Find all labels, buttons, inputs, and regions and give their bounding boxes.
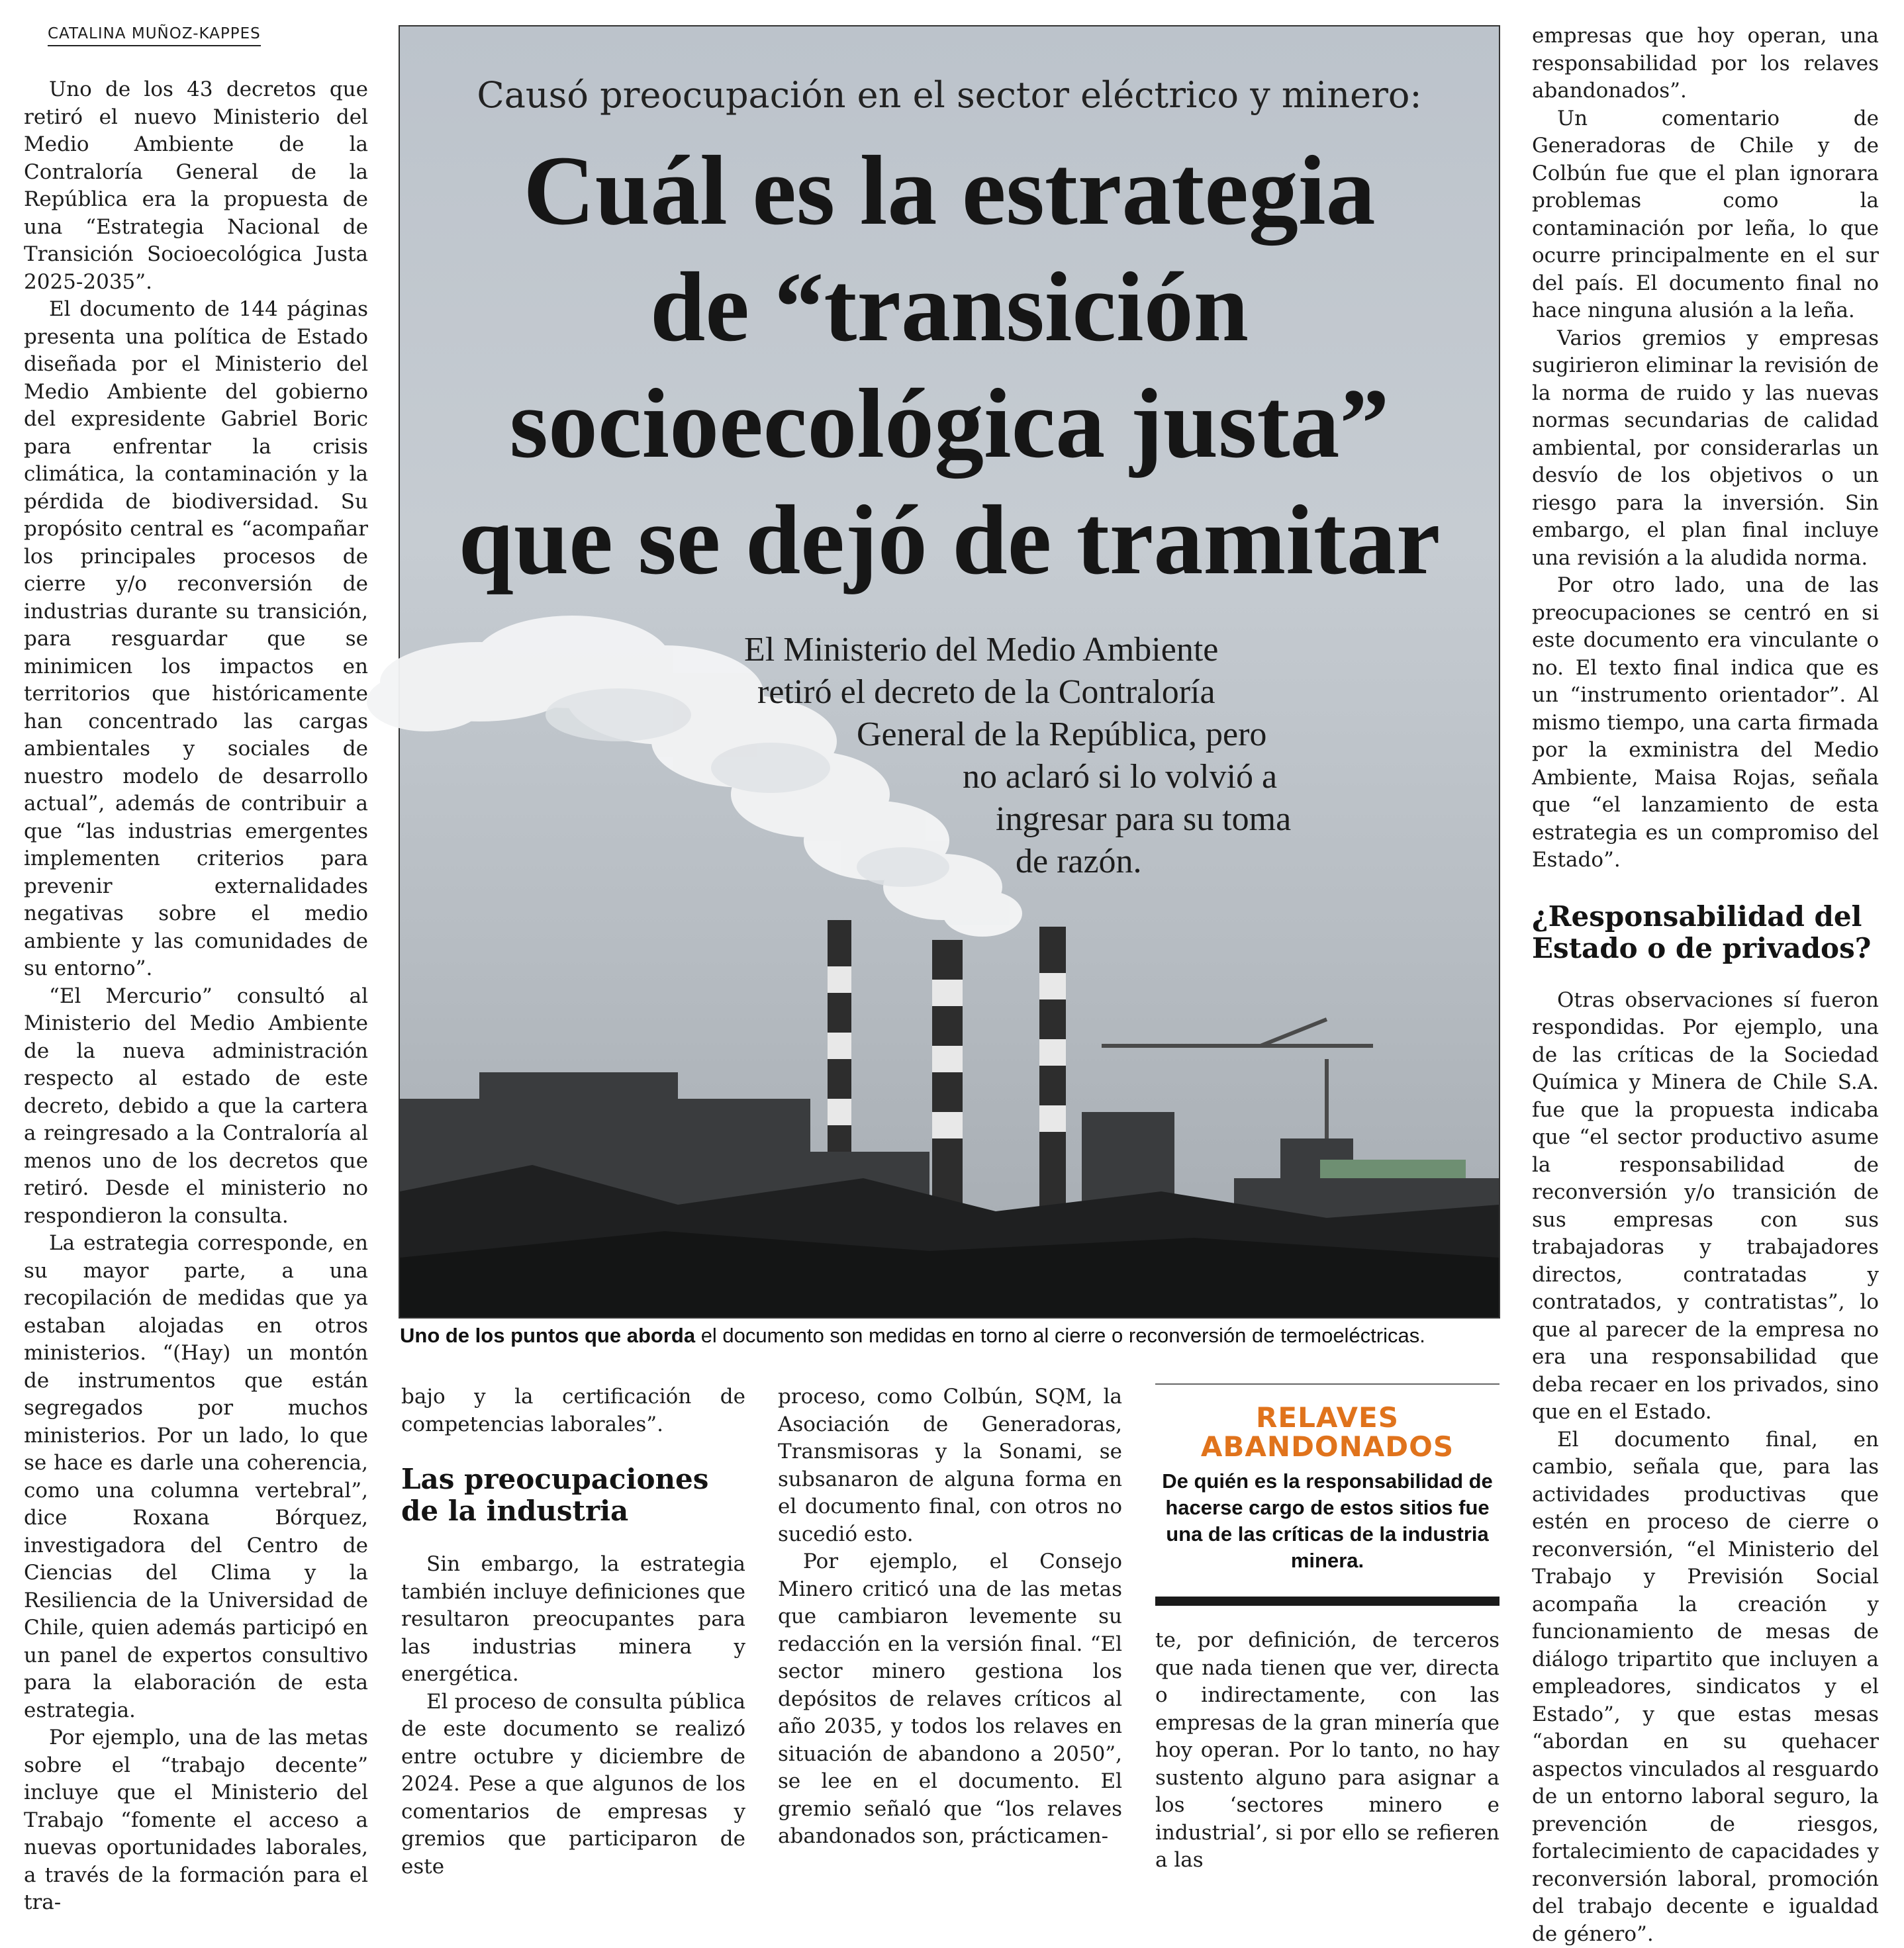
sidebar-tag-line: ABANDONADOS [1155,1432,1499,1461]
headline [400,132,1499,598]
paragraph: La estrategia corresponde, en su mayor parte, a una recopilación de medidas que ya estaban alojadas en otros ministerios. “(Hay) un montón de instrumentos que están segregados por muchos ministerios. Por un lado, lo que se hace es darle una coherencia, como una columna vertebral”, dice Roxana Bórquez, investigadora del Centro de Ciencias del Clima y la Resiliencia de la Universidad de Chile, quien además participó en un panel de expertos consultivo para la elaboración de esta estrategia. [24,1230,368,1724]
deck-line: ingresar para su toma [744,798,1459,841]
headline-line: Cuál es la estrategia [400,132,1499,249]
paragraph: Uno de los 43 decretos que retiró el nuevo Ministerio del Medio Ambiente de la Contraloría General de la República era la propuesta de una “Estrategia Nacional de Transición Socioecológica Justa 2025-2035”. [24,76,368,296]
caption-bold: Uno de los puntos que aborda [400,1324,695,1347]
paragraph: El documento final, en cambio, señala que, para las actividades productivas que estén en proceso de cierre o reconversión, “el Ministerio del Trabajo y Previsión Social acompaña la creación y funcionamiento de mesas de diálogo tripartito que incluyen a empleadores, sindicatos y el Estado”, y que estas mesas “abordan en su quehacer aspectos vinculados al resguardo de un entorno laboral seguro, la prevención de riesgos, fortalecimiento de capacidades y reconversión laboral, promoción del trabajo decente e igualdad de género”. [1532,1426,1879,1948]
deck-line: El Ministerio del Medio Ambiente [744,629,1459,671]
paragraph: Por ejemplo, el Consejo Minero criticó una de las metas que cambiaron levemente su redacción en la versión final. “El sector minero gestiona los depósitos de relaves críticos al año 2035, y todos los relaves en situación de abandono a 2050”, se lee en el documento. El gremio señaló que “los relaves abandonados son, prácticamen- [778,1548,1122,1851]
paragraph: empresas que hoy operan, una responsabilidad por los relaves abandonados”. [1532,23,1879,105]
caption-text: el documento son medidas en torno al cierre o reconversión de termoeléctricas. [695,1324,1425,1347]
paragraph: Por ejemplo, una de las metas sobre el “trabajo decente” incluye que el Ministerio del Trabajo “fomente el acceso a nuevas oportunidades laborales, a través de la formación para el tra- [24,1724,368,1917]
deck-line: de razón. [744,841,1459,883]
headline-line: de “transición [400,249,1499,365]
article-column-2 [401,1383,745,1873]
paragraph: El documento de 144 páginas presenta una política de Estado diseñada por el Ministerio del Medio Ambiente del gobierno del expresidente Gabriel Boric para enfrentar la crisis climática, la contaminación y la pérdida de biodiversidad. Su propósito central es “acompañar los principales procesos de cierre y/o reconversión de industrias durante su transición, para resguardar que se minimicen los impactos en territorios que históricamente han concentrado las cargas ambientales y sociales de nuestro modelo de desarrollo actual”, además de contribuir a que “las industrias emergentes implementen criterios para prevenir externalidades negativas sobre el medio ambiente y las comunidades de su entorno”. [24,296,368,983]
paragraph: “El Mercurio” consultó al Ministerio del Medio Ambiente de la nueva administración respecto al estado de este decreto, debido a que la cartera a reingresado a la Contraloría al menos uno de los decretos que retiró. Desde el ministerio no respondieron la consulta. [24,983,368,1230]
deck-line: General de la República, pero [744,714,1459,756]
paragraph: proceso, como Colbún, SQM, la Asociación de Generadoras, Transmisoras y la Sonami, se subsanaron de alguna forma en el documento final, con otros no sucedió esto. [778,1383,1122,1548]
paragraph: bajo y la certificación de competencias laborales”. [401,1383,745,1438]
subheading: Las preocupaciones de la industria [401,1463,745,1527]
paragraph: Sin embargo, la estrategia también incluye definiciones que resultaron preocupantes para las industrias minera y energética. [401,1551,745,1689]
deck [744,629,1459,883]
sidebar-box [1155,1383,1499,1606]
sidebar-rule [1155,1597,1499,1606]
article-column-5 [1532,23,1879,1876]
paragraph: El proceso de consulta pública de este documento se realizó entre octubre y diciembre de 2024. Pese a que algunos de los comentarios de empresas y gremios que participaron de este [401,1689,745,1881]
deck-line: no aclaró si lo volvió a [744,756,1459,798]
subheading: ¿Responsabilidad del Estado o de privados? [1532,901,1879,964]
paragraph: te, por definición, de terceros que nada tienen que ver, directa o indirectamente, con las empresas de la gran minería que hoy operan. Por lo tanto, no hay sustento alguno para asignar a los ‘sectores minero e industrial’, si por ello se refieren a las [1155,1627,1499,1875]
article-column-4 [1155,1627,1499,1878]
byline: CATALINA MUÑOZ-KAPPES [48,25,261,46]
headline-line: que se dejó de tramitar [400,482,1499,598]
headline-line: socioecológica justa” [400,365,1499,482]
paragraph: Un comentario de Generadoras de Chile y de Colbún fue que el plan ignorara problemas como la contaminación por leña, lo que ocurre principalmente en el sur del país. El documento final no hace ninguna alusión a la leña. [1532,105,1879,325]
paragraph: Varios gremios y empresas sugirieron eliminar la revisión de la norma de ruido y las nuevas normas secundarias de calidad ambiental, por considerarlas un desvío de los objetivos o un riesgo para la inversión. Sin embargo, el plan final incluye una revisión a la aludida norma. [1532,325,1879,573]
paragraph: Otras observaciones sí fueron respondidas. Por ejemplo, una de las críticas de la Sociedad Química y Minera de Chile S.A. fue que la propuesta indicaba que “el sector productivo asume la responsabilidad de reconversión y/o transición de sus empresas con sus trabajadoras y trabajadores directos, contratadas y contratados, y contratistas”, lo que al parecer de la empresa no era una responsabilidad que deba recaer en los privados, sino que en el Estado. [1532,987,1879,1426]
article-column-3 [778,1383,1122,1873]
kicker: Causó preocupación en el sector eléctrico y minero: [400,74,1499,116]
lead-photo [399,25,1500,1319]
sidebar-tag [1155,1403,1499,1461]
deck-line: retiró el decreto de la Contraloría [744,671,1459,714]
paragraph: Por otro lado, una de las preocupaciones se centró en si este documento era vinculante o no. El texto final indica que es un “instrumento orientador”. Al mismo tiempo, una carta firmada por la exministra del Medio Ambiente, Maisa Rojas, señala que “el lanzamiento de esta estrategia es un compromiso del Estado”. [1532,572,1879,874]
article-column-1 [24,76,368,1877]
photo-caption [400,1324,1499,1348]
sidebar-deck: De quién es la responsabilidad de hacerse cargo de estos sitios fue una de las críticas de la industria minera. [1155,1468,1499,1574]
sidebar-tag-line: RELAVES [1155,1403,1499,1432]
